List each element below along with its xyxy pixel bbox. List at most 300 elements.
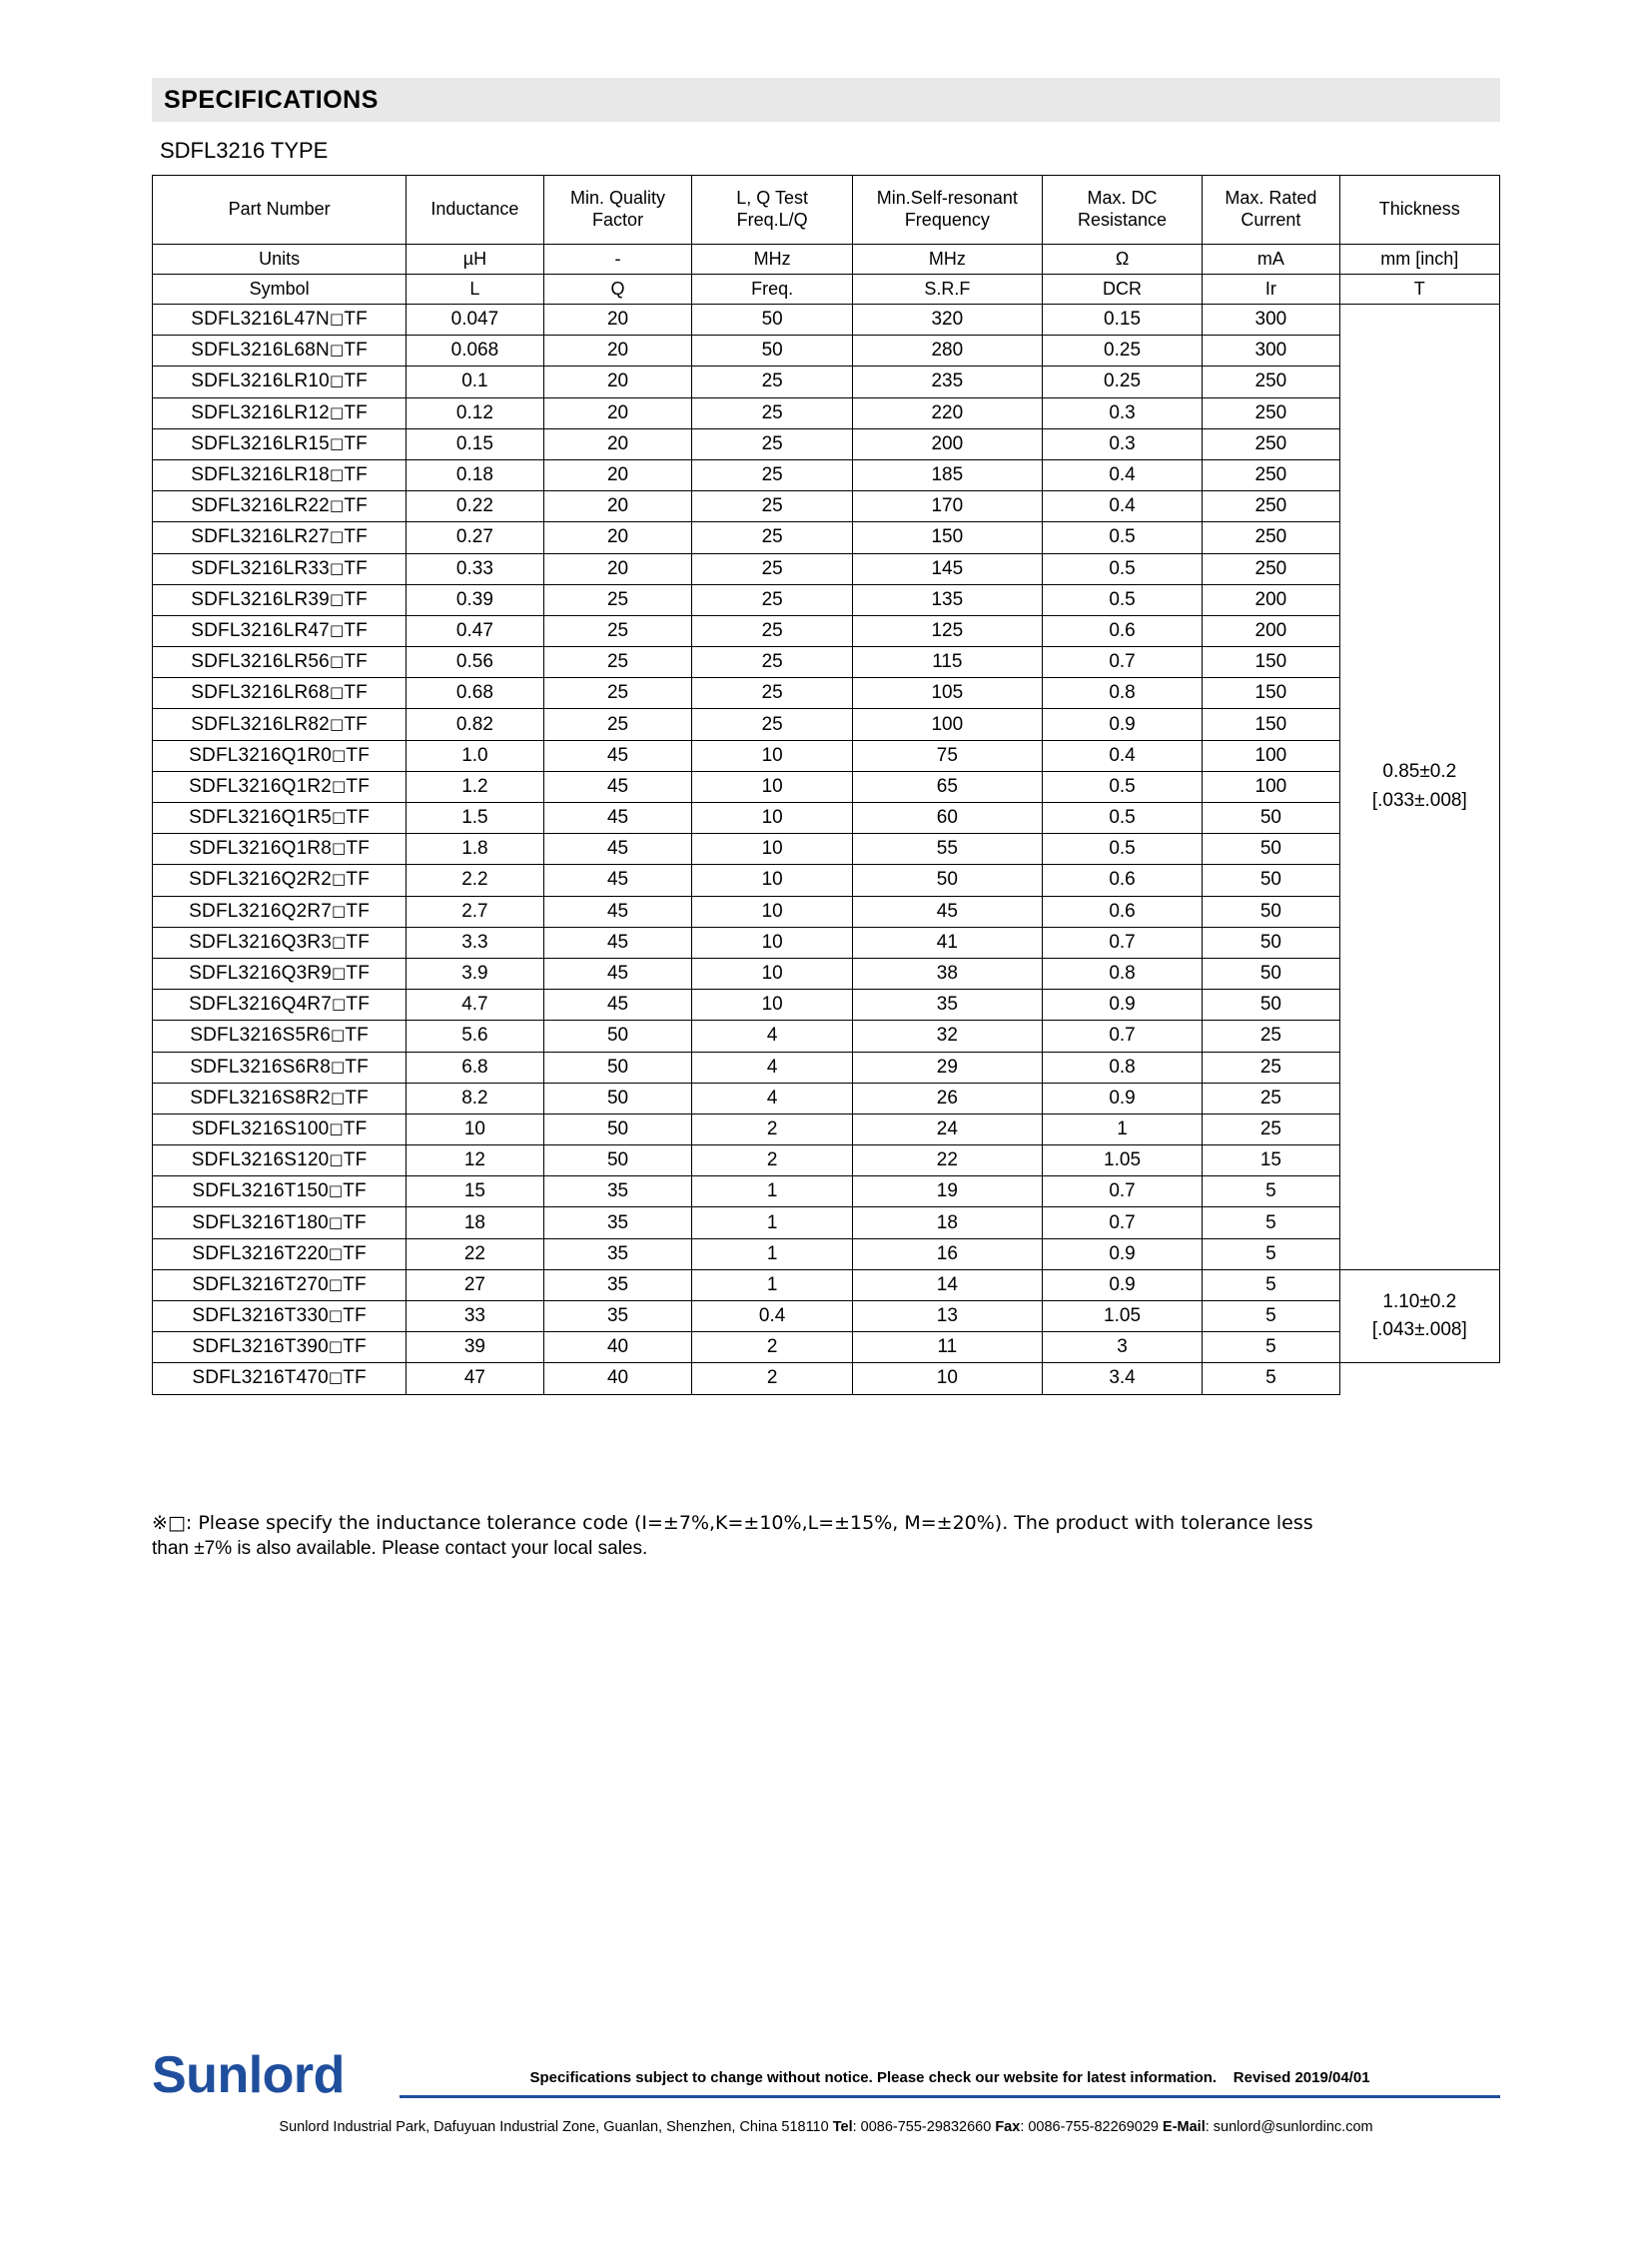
- cell-srf: 60: [852, 803, 1042, 834]
- table-row: [153, 896, 1500, 927]
- cell-test-freq: 4: [692, 1021, 852, 1052]
- cell-dcr: 0.7: [1042, 1207, 1202, 1238]
- cell-part-number: [153, 1207, 407, 1238]
- cell-test-freq: 1: [692, 1176, 852, 1207]
- part-number-prefix: SDFL3216T470: [192, 1367, 329, 1389]
- cell-part-number: [153, 553, 407, 584]
- cell-rated-current: 25: [1203, 1083, 1339, 1114]
- tolerance-note-line1: ※□: Please specify the inductance tolerance code (I=±7%,K=±10%,L=±15%, M=±20%). The product with tolerance less: [152, 1512, 1313, 1534]
- cell-quality-factor: 25: [543, 647, 692, 678]
- cell-dcr: 0.5: [1042, 522, 1202, 553]
- table-row: [153, 1363, 1500, 1394]
- cell-dcr: 0.7: [1042, 1021, 1202, 1052]
- cell-test-freq: 10: [692, 865, 852, 896]
- cell-rated-current: 150: [1203, 647, 1339, 678]
- footer-fax-label: Fax: [995, 2119, 1021, 2135]
- part-number-prefix: SDFL3216S8R2: [190, 1087, 331, 1109]
- cell-srf: 10: [852, 1363, 1042, 1394]
- units-test-freq: MHz: [692, 245, 852, 275]
- cell-quality-factor: 45: [543, 803, 692, 834]
- cell-test-freq: 10: [692, 990, 852, 1021]
- part-number-suffix: TF: [343, 1180, 367, 1202]
- cell-inductance: 0.33: [407, 553, 543, 584]
- cell-quality-factor: 35: [543, 1238, 692, 1269]
- part-number-prefix: SDFL3216T390: [192, 1336, 329, 1358]
- tolerance-code-placeholder-icon: □: [328, 1337, 344, 1356]
- cell-inductance: 3.3: [407, 927, 543, 958]
- cell-srf: 50: [852, 865, 1042, 896]
- cell-dcr: 0.7: [1042, 1176, 1202, 1207]
- cell-rated-current: 50: [1203, 865, 1339, 896]
- cell-inductance: 12: [407, 1145, 543, 1176]
- footer-contact: [152, 2119, 1500, 2135]
- cell-quality-factor: 50: [543, 1114, 692, 1144]
- cell-dcr: 0.6: [1042, 896, 1202, 927]
- part-number-prefix: SDFL3216T150: [192, 1180, 329, 1202]
- part-number-suffix: TF: [344, 651, 368, 673]
- cell-part-number: [153, 1269, 407, 1300]
- cell-rated-current: 5: [1203, 1269, 1339, 1300]
- cell-part-number: [153, 336, 407, 367]
- table-row: [153, 647, 1500, 678]
- symbol-dcr: DCR: [1042, 275, 1202, 305]
- tolerance-note-line2: than ±7% is also available. Please contact your local sales.: [152, 1538, 648, 1560]
- tolerance-code-placeholder-icon: □: [329, 683, 345, 702]
- cell-srf: 55: [852, 834, 1042, 865]
- part-number-prefix: SDFL3216LR18: [191, 464, 330, 486]
- tolerance-note: [152, 1511, 1510, 1561]
- part-number-prefix: SDFL3216Q3R3: [189, 931, 333, 953]
- table-symbol-row: [153, 275, 1500, 305]
- cell-quality-factor: 45: [543, 958, 692, 989]
- cell-srf: 19: [852, 1176, 1042, 1207]
- cell-part-number: [153, 1052, 407, 1083]
- part-number-prefix: SDFL3216L47N: [191, 309, 330, 331]
- table-row: [153, 927, 1500, 958]
- part-number-prefix: SDFL3216S100: [191, 1118, 330, 1139]
- units-current: mA: [1203, 245, 1339, 275]
- cell-thickness: [1339, 305, 1499, 1270]
- part-number-prefix: SDFL3216T220: [192, 1242, 329, 1264]
- cell-part-number: [153, 1176, 407, 1207]
- cell-part-number: [153, 491, 407, 522]
- part-number-suffix: TF: [346, 838, 371, 860]
- tolerance-code-placeholder-icon: □: [332, 932, 347, 951]
- cell-dcr: 0.15: [1042, 305, 1202, 336]
- cell-quality-factor: 45: [543, 740, 692, 771]
- table-row: [153, 615, 1500, 646]
- cell-part-number: [153, 678, 407, 709]
- col-header-max-dc-resistance: Max. DC Resistance: [1042, 176, 1202, 245]
- cell-part-number: [153, 459, 407, 490]
- cell-quality-factor: 20: [543, 491, 692, 522]
- cell-srf: 75: [852, 740, 1042, 771]
- cell-quality-factor: 40: [543, 1332, 692, 1363]
- cell-part-number: [153, 1021, 407, 1052]
- part-number-prefix: SDFL3216Q2R7: [189, 900, 333, 922]
- symbol-quality-factor: Q: [543, 275, 692, 305]
- cell-quality-factor: 50: [543, 1052, 692, 1083]
- cell-srf: 29: [852, 1052, 1042, 1083]
- cell-inductance: 0.047: [407, 305, 543, 336]
- cell-rated-current: 50: [1203, 927, 1339, 958]
- table-row: [153, 771, 1500, 802]
- cell-quality-factor: 45: [543, 990, 692, 1021]
- table-row: [153, 367, 1500, 397]
- tolerance-code-placeholder-icon: □: [329, 372, 345, 390]
- cell-inductance: 0.56: [407, 647, 543, 678]
- table-row: [153, 428, 1500, 459]
- cell-quality-factor: 45: [543, 896, 692, 927]
- cell-srf: 18: [852, 1207, 1042, 1238]
- tolerance-code-placeholder-icon: □: [329, 620, 345, 639]
- table-row: [153, 305, 1500, 336]
- tolerance-code-placeholder-icon: □: [329, 589, 345, 608]
- table-body: [153, 305, 1500, 1395]
- cell-quality-factor: 45: [543, 834, 692, 865]
- cell-dcr: 0.25: [1042, 367, 1202, 397]
- cell-test-freq: 10: [692, 834, 852, 865]
- footer-tel: : 0086-755-29832660: [852, 2119, 996, 2135]
- part-number-prefix: SDFL3216LR10: [191, 371, 330, 392]
- specifications-banner: [152, 78, 1500, 122]
- tolerance-code-placeholder-icon: □: [332, 839, 347, 858]
- units-inductance: µH: [407, 245, 543, 275]
- cell-dcr: 0.3: [1042, 397, 1202, 428]
- cell-rated-current: 5: [1203, 1176, 1339, 1207]
- part-number-suffix: TF: [344, 464, 368, 486]
- cell-inductance: 0.68: [407, 678, 543, 709]
- cell-rated-current: 250: [1203, 428, 1339, 459]
- cell-quality-factor: 35: [543, 1301, 692, 1332]
- cell-test-freq: 10: [692, 771, 852, 802]
- cell-rated-current: 25: [1203, 1021, 1339, 1052]
- cell-quality-factor: 20: [543, 305, 692, 336]
- tolerance-code-placeholder-icon: □: [332, 745, 347, 764]
- footer-notice-text: Specifications subject to change without notice. Please check our website for latest information.: [529, 2069, 1218, 2086]
- table-row: [153, 553, 1500, 584]
- cell-inductance: 1.8: [407, 834, 543, 865]
- cell-inductance: 0.39: [407, 584, 543, 615]
- table-row: [153, 522, 1500, 553]
- cell-inductance: 4.7: [407, 990, 543, 1021]
- cell-rated-current: 250: [1203, 491, 1339, 522]
- part-number-suffix: TF: [344, 340, 368, 362]
- cell-quality-factor: 20: [543, 336, 692, 367]
- table-row: [153, 709, 1500, 740]
- part-number-suffix: TF: [346, 807, 371, 829]
- cell-rated-current: 50: [1203, 834, 1339, 865]
- symbol-test-freq: Freq.: [692, 275, 852, 305]
- cell-srf: 320: [852, 305, 1042, 336]
- cell-srf: 65: [852, 771, 1042, 802]
- part-number-prefix: SDFL3216LR22: [191, 495, 330, 517]
- cell-srf: 280: [852, 336, 1042, 367]
- part-number-suffix: TF: [344, 401, 368, 423]
- table-row: [153, 990, 1500, 1021]
- part-number-prefix: SDFL3216LR15: [191, 432, 330, 454]
- cell-inductance: 47: [407, 1363, 543, 1394]
- part-number-suffix: TF: [343, 1118, 368, 1139]
- tolerance-code-placeholder-icon: □: [329, 341, 345, 360]
- tolerance-code-placeholder-icon: □: [329, 1150, 344, 1169]
- cell-inductance: 2.2: [407, 865, 543, 896]
- part-number-suffix: TF: [346, 775, 371, 797]
- cell-test-freq: 10: [692, 803, 852, 834]
- cell-test-freq: 25: [692, 615, 852, 646]
- cell-srf: 38: [852, 958, 1042, 989]
- cell-test-freq: 2: [692, 1114, 852, 1144]
- part-number-prefix: SDFL3216LR27: [191, 526, 330, 548]
- cell-part-number: [153, 397, 407, 428]
- tolerance-code-placeholder-icon: □: [329, 465, 345, 484]
- cell-part-number: [153, 1238, 407, 1269]
- table-row: [153, 1238, 1500, 1269]
- tolerance-code-placeholder-icon: □: [329, 527, 345, 546]
- part-number-prefix: SDFL3216LR39: [191, 588, 330, 610]
- tolerance-code-placeholder-icon: □: [329, 310, 345, 329]
- cell-dcr: 0.9: [1042, 1083, 1202, 1114]
- cell-inductance: 0.068: [407, 336, 543, 367]
- table-row: [153, 1021, 1500, 1052]
- cell-srf: 135: [852, 584, 1042, 615]
- cell-dcr: 0.9: [1042, 709, 1202, 740]
- cell-dcr: 0.4: [1042, 459, 1202, 490]
- cell-part-number: [153, 1332, 407, 1363]
- cell-dcr: 1: [1042, 1114, 1202, 1144]
- part-number-suffix: TF: [343, 1367, 367, 1389]
- cell-part-number: [153, 803, 407, 834]
- cell-srf: 11: [852, 1332, 1042, 1363]
- tolerance-code-placeholder-icon: □: [330, 1026, 346, 1045]
- part-number-suffix: TF: [345, 1056, 369, 1078]
- cell-test-freq: 25: [692, 367, 852, 397]
- cell-dcr: 0.7: [1042, 927, 1202, 958]
- cell-part-number: [153, 709, 407, 740]
- table-header-row: [153, 176, 1500, 245]
- cell-dcr: 0.4: [1042, 491, 1202, 522]
- cell-part-number: [153, 958, 407, 989]
- cell-part-number: [153, 428, 407, 459]
- cell-srf: 125: [852, 615, 1042, 646]
- cell-srf: 170: [852, 491, 1042, 522]
- part-number-suffix: TF: [343, 1305, 367, 1327]
- part-number-prefix: SDFL3216LR33: [191, 557, 330, 579]
- cell-srf: 185: [852, 459, 1042, 490]
- tolerance-code-placeholder-icon: □: [328, 1212, 344, 1231]
- cell-rated-current: 5: [1203, 1332, 1339, 1363]
- cell-quality-factor: 25: [543, 615, 692, 646]
- part-number-suffix: TF: [344, 495, 368, 517]
- symbol-current: Ir: [1203, 275, 1339, 305]
- part-number-suffix: TF: [345, 1087, 369, 1109]
- tolerance-code-placeholder-icon: □: [329, 433, 345, 452]
- cell-rated-current: 300: [1203, 305, 1339, 336]
- col-header-thickness: Thickness: [1339, 176, 1499, 245]
- cell-dcr: 0.5: [1042, 553, 1202, 584]
- cell-quality-factor: 20: [543, 367, 692, 397]
- tolerance-code-placeholder-icon: □: [329, 1119, 344, 1137]
- cell-dcr: 0.4: [1042, 740, 1202, 771]
- company-logo: Sunlord: [152, 2046, 345, 2104]
- units-quality-factor: -: [543, 245, 692, 275]
- part-number-prefix: SDFL3216LR12: [191, 401, 330, 423]
- cell-quality-factor: 25: [543, 678, 692, 709]
- cell-dcr: 0.9: [1042, 1238, 1202, 1269]
- part-number-suffix: TF: [344, 309, 368, 331]
- cell-part-number: [153, 927, 407, 958]
- cell-dcr: 0.7: [1042, 647, 1202, 678]
- table-row: [153, 1207, 1500, 1238]
- cell-quality-factor: 50: [543, 1021, 692, 1052]
- cell-test-freq: 2: [692, 1145, 852, 1176]
- tolerance-code-placeholder-icon: □: [329, 558, 345, 577]
- cell-quality-factor: 35: [543, 1269, 692, 1300]
- table-row: [153, 1332, 1500, 1363]
- cell-test-freq: 50: [692, 305, 852, 336]
- cell-srf: 220: [852, 397, 1042, 428]
- cell-part-number: [153, 584, 407, 615]
- cell-test-freq: 25: [692, 459, 852, 490]
- units-thickness: mm [inch]: [1339, 245, 1499, 275]
- col-header-lq-test-freq: L, Q Test Freq.L/Q: [692, 176, 852, 245]
- cell-dcr: 0.9: [1042, 990, 1202, 1021]
- cell-quality-factor: 20: [543, 459, 692, 490]
- cell-dcr: 0.9: [1042, 1269, 1202, 1300]
- cell-rated-current: 250: [1203, 522, 1339, 553]
- tolerance-code-placeholder-icon: □: [332, 776, 347, 795]
- cell-test-freq: 25: [692, 678, 852, 709]
- cell-part-number: [153, 305, 407, 336]
- cell-rated-current: 25: [1203, 1052, 1339, 1083]
- cell-inductance: 10: [407, 1114, 543, 1144]
- cell-quality-factor: 20: [543, 522, 692, 553]
- cell-inductance: 27: [407, 1269, 543, 1300]
- table-row: [153, 958, 1500, 989]
- part-number-prefix: SDFL3216T270: [192, 1273, 329, 1295]
- cell-dcr: 0.5: [1042, 834, 1202, 865]
- cell-test-freq: 10: [692, 740, 852, 771]
- cell-inductance: 6.8: [407, 1052, 543, 1083]
- symbol-thickness: T: [1339, 275, 1499, 305]
- symbol-srf: S.R.F: [852, 275, 1042, 305]
- part-number-prefix: SDFL3216Q1R5: [189, 807, 333, 829]
- table-row: [153, 1083, 1500, 1114]
- cell-dcr: 0.8: [1042, 958, 1202, 989]
- cell-inductance: 0.47: [407, 615, 543, 646]
- cell-part-number: [153, 896, 407, 927]
- cell-inductance: 18: [407, 1207, 543, 1238]
- footer-fax: : 0086-755-82269029: [1020, 2119, 1164, 2135]
- cell-test-freq: 10: [692, 896, 852, 927]
- footer-revised: Revised 2019/04/01: [1233, 2069, 1370, 2086]
- table-row: [153, 1301, 1500, 1332]
- part-number-prefix: SDFL3216T330: [192, 1305, 329, 1327]
- cell-part-number: [153, 771, 407, 802]
- col-header-part-number: Part Number: [153, 176, 407, 245]
- cell-inductance: 5.6: [407, 1021, 543, 1052]
- cell-inductance: 1.2: [407, 771, 543, 802]
- part-number-suffix: TF: [346, 869, 371, 891]
- cell-test-freq: 10: [692, 958, 852, 989]
- cell-test-freq: 25: [692, 584, 852, 615]
- cell-srf: 32: [852, 1021, 1042, 1052]
- part-number-prefix: SDFL3216Q1R8: [189, 838, 333, 860]
- cell-srf: 115: [852, 647, 1042, 678]
- thickness-mm: 1.10±0.2: [1382, 1290, 1457, 1312]
- part-number-prefix: SDFL3216S120: [191, 1149, 330, 1171]
- part-number-suffix: TF: [346, 744, 371, 766]
- cell-part-number: [153, 1083, 407, 1114]
- cell-part-number: [153, 1145, 407, 1176]
- table-row: [153, 740, 1500, 771]
- cell-rated-current: 5: [1203, 1363, 1339, 1394]
- cell-rated-current: 15: [1203, 1145, 1339, 1176]
- table-row: [153, 803, 1500, 834]
- cell-rated-current: 250: [1203, 459, 1339, 490]
- cell-quality-factor: 50: [543, 1083, 692, 1114]
- cell-part-number: [153, 522, 407, 553]
- col-header-srf: Min.Self-resonant Frequency: [852, 176, 1042, 245]
- cell-srf: 45: [852, 896, 1042, 927]
- cell-dcr: 0.3: [1042, 428, 1202, 459]
- cell-part-number: [153, 1363, 407, 1394]
- tolerance-code-placeholder-icon: □: [329, 402, 345, 421]
- col-header-max-rated-current: Max. Rated Current: [1203, 176, 1339, 245]
- cell-quality-factor: 35: [543, 1176, 692, 1207]
- part-number-prefix: SDFL3216Q1R2: [189, 775, 333, 797]
- tolerance-code-placeholder-icon: □: [332, 901, 347, 920]
- part-number-suffix: TF: [343, 1273, 367, 1295]
- part-number-prefix: SDFL3216Q3R9: [189, 963, 333, 985]
- cell-dcr: 3: [1042, 1332, 1202, 1363]
- cell-quality-factor: 35: [543, 1207, 692, 1238]
- cell-quality-factor: 20: [543, 553, 692, 584]
- cell-inductance: 0.27: [407, 522, 543, 553]
- table-row: [153, 491, 1500, 522]
- cell-test-freq: 1: [692, 1207, 852, 1238]
- table-row: [153, 1145, 1500, 1176]
- cell-rated-current: 50: [1203, 803, 1339, 834]
- cell-quality-factor: 20: [543, 397, 692, 428]
- part-number-suffix: TF: [346, 963, 371, 985]
- cell-quality-factor: 25: [543, 709, 692, 740]
- footer-tel-label: Tel: [832, 2119, 853, 2135]
- cell-inductance: 0.12: [407, 397, 543, 428]
- part-number-suffix: TF: [344, 588, 368, 610]
- table-row: [153, 1176, 1500, 1207]
- col-header-inductance: Inductance: [407, 176, 543, 245]
- table-row: [153, 459, 1500, 490]
- symbol-label: Symbol: [153, 275, 407, 305]
- tolerance-code-placeholder-icon: □: [330, 1088, 346, 1107]
- cell-srf: 145: [852, 553, 1042, 584]
- cell-test-freq: 10: [692, 927, 852, 958]
- cell-inductance: 3.9: [407, 958, 543, 989]
- cell-srf: 16: [852, 1238, 1042, 1269]
- table-row: [153, 336, 1500, 367]
- cell-quality-factor: 50: [543, 1145, 692, 1176]
- cell-rated-current: 250: [1203, 553, 1339, 584]
- cell-dcr: 0.6: [1042, 865, 1202, 896]
- cell-inductance: 0.82: [407, 709, 543, 740]
- cell-rated-current: 200: [1203, 615, 1339, 646]
- units-srf: MHz: [852, 245, 1042, 275]
- cell-test-freq: 2: [692, 1332, 852, 1363]
- part-number-suffix: TF: [345, 1025, 369, 1047]
- cell-quality-factor: 40: [543, 1363, 692, 1394]
- part-number-suffix: TF: [346, 900, 371, 922]
